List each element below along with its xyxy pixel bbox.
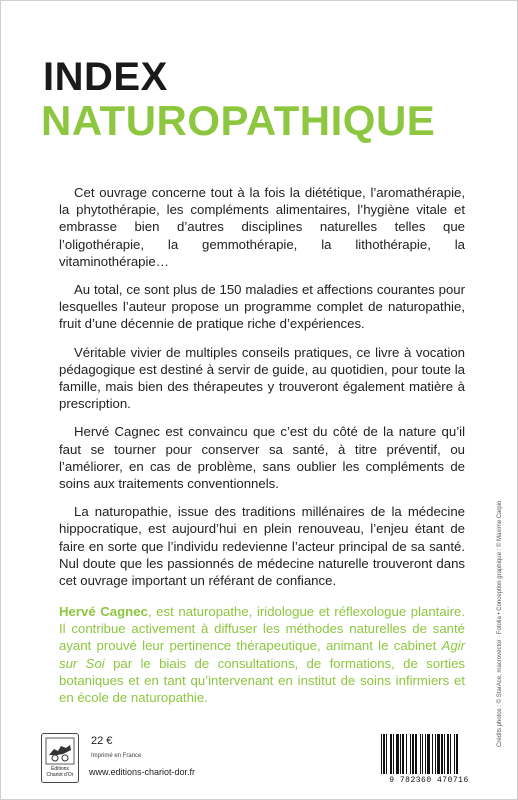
barcode-bar bbox=[400, 734, 401, 774]
price: 22 € bbox=[91, 735, 113, 747]
barcode-bar bbox=[456, 734, 458, 774]
barcode-bar bbox=[410, 734, 411, 774]
barcode-bar bbox=[412, 734, 414, 774]
paragraph-3: Véritable vivier de multiples conseils pratiques, ce livre à vocation pédagogique est destiné à servir de guide, au quotidien, pour toute la famille, mais bien des thérapeutes y trouveront également matière à prescription. bbox=[59, 344, 465, 412]
barcode-bar bbox=[441, 734, 443, 774]
publisher-website[interactable]: www.editions-chariot-dor.fr bbox=[89, 767, 196, 777]
title-line-2: NATUROPATHIQUE bbox=[41, 97, 436, 144]
photo-credits: Crédits photos : © StarAce, macrovector · Fotolia • Conception graphique : © Maxime Carpio bbox=[497, 500, 503, 747]
barcode-bar bbox=[444, 734, 445, 774]
barcode-bar bbox=[381, 734, 382, 774]
bio-text-2: par le biais de consultations, de formations, de sorties botaniques et en tant qu’intervenant en institut de soins infirmiers et en école de naturopathie. bbox=[59, 655, 466, 706]
barcode-bar bbox=[435, 734, 436, 774]
barcode-bar bbox=[432, 734, 433, 774]
paragraph-1: Cet ouvrage concerne tout à la fois la diététique, l’aromathérapie, la phytothérapie, les compléments alimentaires, l’hygiène vitale et embrasse bien d’autres disciplines naturelles telles que l’oligothérapie, la gemmothérapie, la lithothérapie, la vitaminothérapie… bbox=[59, 185, 465, 269]
barcode-bar bbox=[406, 734, 407, 774]
paragraph-5: La naturopathie, issue des traditions millénaires de la médecine hippocratique, est aujourd’hui en plein renouveau, l’enjeu étant de faire en sorte que l’individu redevienne l’acteur principal de sa santé. Nul doute que les passionnés de médecine naturelle trouveront dans cet ouvrage important un référant de confiance. bbox=[59, 504, 465, 589]
barcode-bar bbox=[390, 734, 392, 774]
barcode-bar bbox=[386, 734, 387, 774]
barcode-bar bbox=[402, 734, 404, 774]
barcode-bar bbox=[450, 734, 451, 774]
chariot-icon bbox=[45, 737, 75, 765]
isbn-number: 9 782360 470716 bbox=[389, 776, 469, 785]
title-line-1: INDEX bbox=[43, 55, 168, 99]
printed-in: Imprimé en France bbox=[91, 753, 142, 759]
author-name: Hervé Cagnec bbox=[59, 604, 148, 619]
publisher-line-2: Chariot d’Or bbox=[46, 772, 74, 778]
barcode-bars bbox=[375, 734, 483, 776]
bio-text-1: , est naturopathe, iridologue et réflexologue plantaire. Il contribue activement à diffuser les méthodes naturelles de santé ayant prouvé leur pertinence thérapeutique, animant le cabinet bbox=[59, 604, 465, 654]
barcode-bar bbox=[437, 734, 440, 774]
barcode-bar bbox=[422, 734, 423, 774]
cabinet-name: Agir sur Soi bbox=[59, 638, 465, 671]
barcode-bar bbox=[393, 734, 394, 774]
barcode-bar bbox=[415, 734, 417, 774]
barcode-bar bbox=[427, 734, 430, 774]
barcode-bar bbox=[383, 734, 385, 774]
publisher-line-1: Éditions bbox=[51, 766, 69, 772]
barcode-bar bbox=[454, 734, 455, 774]
description-text bbox=[59, 184, 465, 600]
barcode-bar bbox=[425, 734, 426, 774]
barcode-bar bbox=[420, 734, 421, 774]
publisher-name bbox=[42, 766, 78, 778]
barcode-bar bbox=[447, 734, 449, 774]
paragraph-4: Hervé Cagnec est convaincu que c’est du côté de la nature qu’il faut se tourner pour conserver sa santé, à titre préventif, ou l’améliorer, en cas de problème, sans oublier les compléments de soins aux traitements conventionnels. bbox=[59, 424, 465, 492]
paragraph-2: Au total, ce sont plus de 150 maladies et affections courantes pour lesquelles l’auteur propose un programme complet de naturopathie, fruit d’une décennie de pratique riche d’expériences. bbox=[59, 282, 465, 332]
author-bio bbox=[59, 603, 465, 706]
barcode-bar bbox=[396, 734, 399, 774]
publisher-logo bbox=[41, 733, 79, 783]
